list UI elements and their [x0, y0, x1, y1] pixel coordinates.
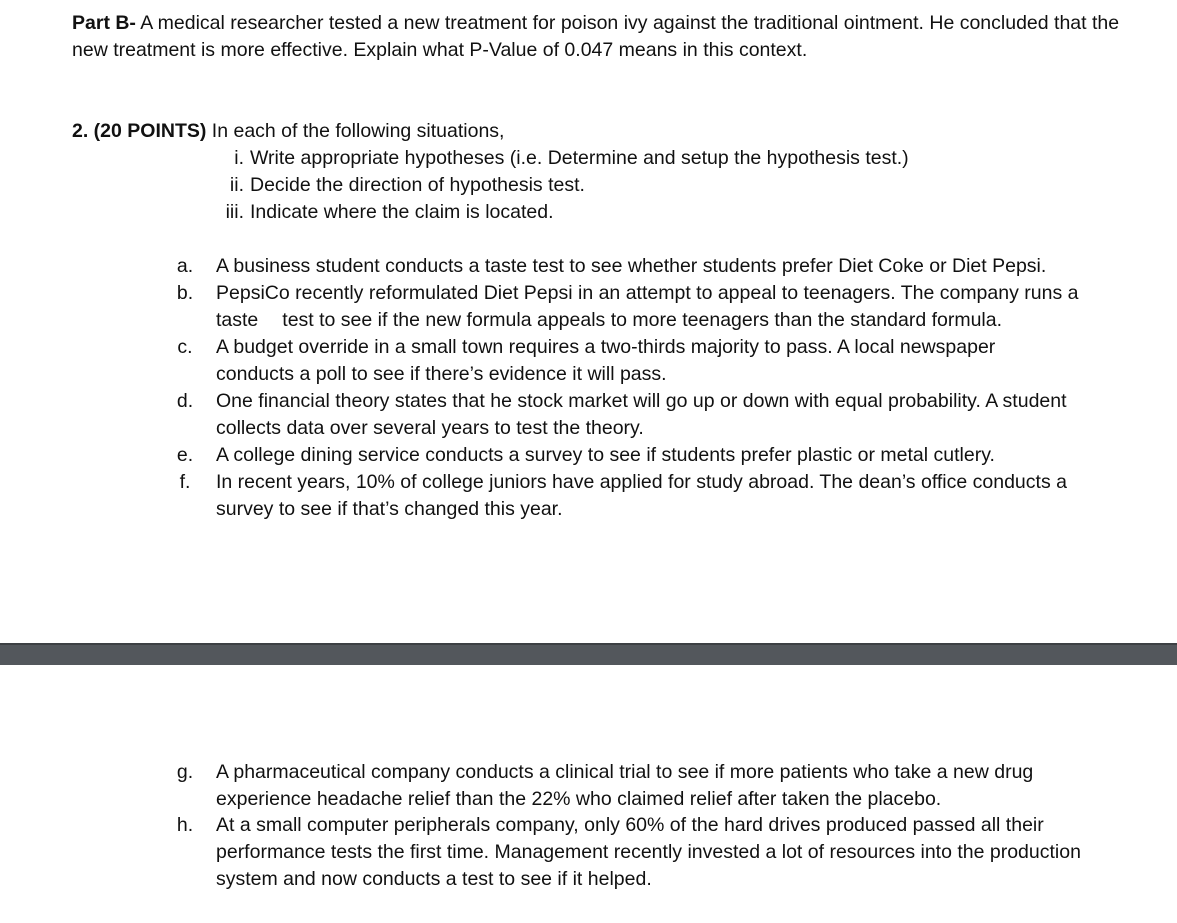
question-2-heading	[72, 118, 1152, 145]
instruction-number: i.	[234, 147, 244, 169]
situation-a	[170, 253, 1130, 280]
situation-letter: c.	[177, 336, 193, 358]
part-b-label: Part B-	[72, 12, 136, 34]
situation-text: One financial theory states that he stock market will go up or down with equal probability. A student collects data over several years to test the theory.	[216, 390, 1067, 439]
situation-letter: a.	[176, 255, 194, 277]
instruction-text: Indicate where the claim is located.	[250, 201, 554, 223]
instruction-item	[200, 172, 1100, 199]
page-divider	[0, 643, 1177, 665]
situation-letter: b.	[176, 282, 194, 304]
instruction-item	[200, 145, 1100, 172]
instruction-text: Decide the direction of hypothesis test.	[250, 174, 585, 196]
situation-g	[170, 759, 1080, 813]
situation-b-rest: test to see if the new formula appeals to more teenagers than the standard formula.	[282, 309, 1003, 331]
part-b-text: A medical researcher tested a new treatment for poison ivy against the traditional ointment. He concluded that the new treatment is more effective. Explain what P-Value of 0.047 means in this context.	[72, 12, 1120, 61]
situation-text: In recent years, 10% of college juniors have applied for study abroad. The dean’s office conducts a survey to see if that’s changed this year.	[216, 471, 1067, 520]
situation-text: At a small computer peripherals company, only 60% of the hard drives produced passed all their performance tests the first time. Management recently invested a lot of resources into the production system and now conducts a test to see if it helped.	[216, 814, 1081, 890]
situation-e	[170, 442, 1130, 469]
situation-b-line1: PepsiCo recently reformulated Diet Pepsi in an attempt to appeal to teenagers. The company runs a	[216, 282, 1079, 304]
situation-letter: f.	[179, 471, 191, 493]
situation-letter: d.	[176, 390, 194, 412]
situation-c	[170, 334, 1040, 388]
situation-text: A business student conducts a taste test to see whether students prefer Diet Coke or Diet Pepsi.	[216, 255, 1047, 277]
situation-text: A pharmaceutical company conducts a clinical trial to see if more patients who take a new drug experience headache relief than the 22% who claimed relief after taken the placebo.	[216, 761, 1034, 810]
situation-text: A college dining service conducts a survey to see if students prefer plastic or metal cutlery.	[216, 444, 995, 466]
situation-letter: h.	[176, 814, 194, 836]
part-b-question	[72, 10, 1152, 64]
situation-text: A budget override in a small town requires a two-thirds majority to pass. A local newspaper conducts a poll to see if there’s evidence it will pass.	[216, 336, 996, 385]
situation-letter: e.	[176, 444, 194, 466]
instruction-number: ii.	[229, 174, 244, 196]
situation-f	[170, 469, 1110, 523]
question-2-label: 2. (20 POINTS)	[72, 120, 207, 142]
situation-b	[170, 280, 1130, 334]
instruction-text: Write appropriate hypotheses (i.e. Determine and setup the hypothesis test.)	[250, 147, 909, 169]
question-2-intro: In each of the following situations,	[211, 120, 505, 142]
situation-d	[170, 388, 1130, 442]
instruction-item	[200, 199, 1100, 226]
situation-h	[170, 812, 1090, 893]
situation-letter: g.	[176, 761, 194, 783]
situation-text	[200, 280, 1130, 334]
situation-b-word: taste	[216, 309, 259, 331]
instruction-number: iii.	[225, 201, 244, 223]
